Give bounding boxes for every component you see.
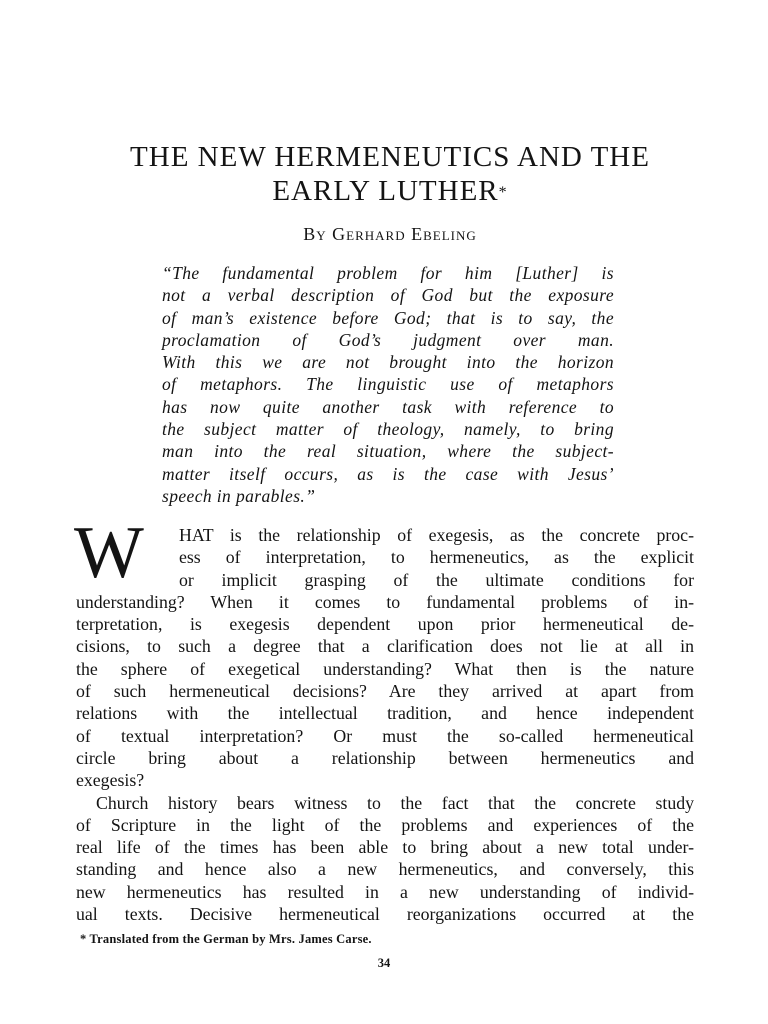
body-line: understanding? When it comes to fundamental problems of in- bbox=[76, 591, 694, 612]
body-line: the sphere of exegetical understanding? What then is the nature bbox=[76, 658, 694, 679]
body-line: of such hermeneutical decisions? Are they arrived at apart from bbox=[76, 681, 694, 702]
body-line: of Scripture in the light of the problems and experiences of the bbox=[76, 814, 694, 835]
body-line: relations with the intellectual tradition, and hence independent bbox=[76, 703, 694, 724]
epigraph-line: not a verbal description of God but the exposure bbox=[162, 285, 614, 306]
title-line-2 bbox=[60, 174, 720, 208]
body-line: cisions, to such a degree that a clarification does not lie at all in bbox=[76, 636, 694, 657]
body-line: HAT is the relationship of exegesis, as the concrete proc- bbox=[179, 525, 694, 545]
body-line: standing and hence also a new hermeneutics, and conversely, this bbox=[76, 859, 694, 880]
epigraph-line: With this we are not brought into the horizon bbox=[162, 352, 614, 373]
title-line-1: THE NEW HERMENEUTICS AND THE bbox=[130, 141, 650, 173]
body-line: or implicit grasping of the ultimate conditions for bbox=[179, 569, 694, 590]
title-line-2-text: EARLY LUTHER bbox=[272, 175, 499, 207]
body-line: ual texts. Decisive hermeneutical reorganizations occurred at the bbox=[76, 904, 694, 925]
epigraph-line: speech in parables.” bbox=[162, 485, 316, 506]
epigraph-line: proclamation of God’s judgment over man. bbox=[162, 329, 614, 350]
body-line: of textual interpretation? Or must the so-called hermeneutical bbox=[76, 725, 694, 746]
body-line: ess of interpretation, to hermeneutics, as the explicit bbox=[179, 547, 694, 568]
epigraph-line: of man’s existence before God; that is to say, the bbox=[162, 307, 614, 328]
body-text bbox=[76, 524, 694, 925]
body-line: exegesis? bbox=[76, 770, 145, 791]
epigraph-line: matter itself occurs, as is the case with Jesus’ bbox=[162, 463, 614, 484]
byline: By Gerhard Ebeling bbox=[303, 224, 477, 244]
body-line: new hermeneutics has resulted in a new understanding of individ- bbox=[76, 881, 694, 902]
article-title bbox=[60, 140, 720, 208]
body-line: terpretation, is exegesis dependent upon prior hermeneutical de- bbox=[76, 614, 694, 635]
epigraph-line: of metaphors. The linguistic use of metaphors bbox=[162, 374, 614, 395]
drop-cap: W bbox=[74, 512, 144, 594]
footnote: * Translated from the German by Mrs. James Carse. bbox=[80, 932, 372, 946]
body-line: circle bring about a relationship between hermeneutics and bbox=[76, 747, 694, 768]
body-line: real life of the times has been able to bring about a new total under- bbox=[76, 837, 694, 858]
body-line: Church history bears witness to the fact that the concrete study bbox=[96, 792, 694, 813]
footnote-marker: * bbox=[498, 184, 508, 201]
epigraph bbox=[162, 262, 614, 507]
epigraph-line: “The fundamental problem for him [Luther] is bbox=[162, 263, 614, 283]
epigraph-line: has now quite another task with reference to bbox=[162, 396, 614, 417]
page-number: 34 bbox=[377, 956, 391, 970]
epigraph-line: man into the real situation, where the subject- bbox=[162, 441, 614, 462]
epigraph-line: the subject matter of theology, namely, to bring bbox=[162, 419, 614, 440]
